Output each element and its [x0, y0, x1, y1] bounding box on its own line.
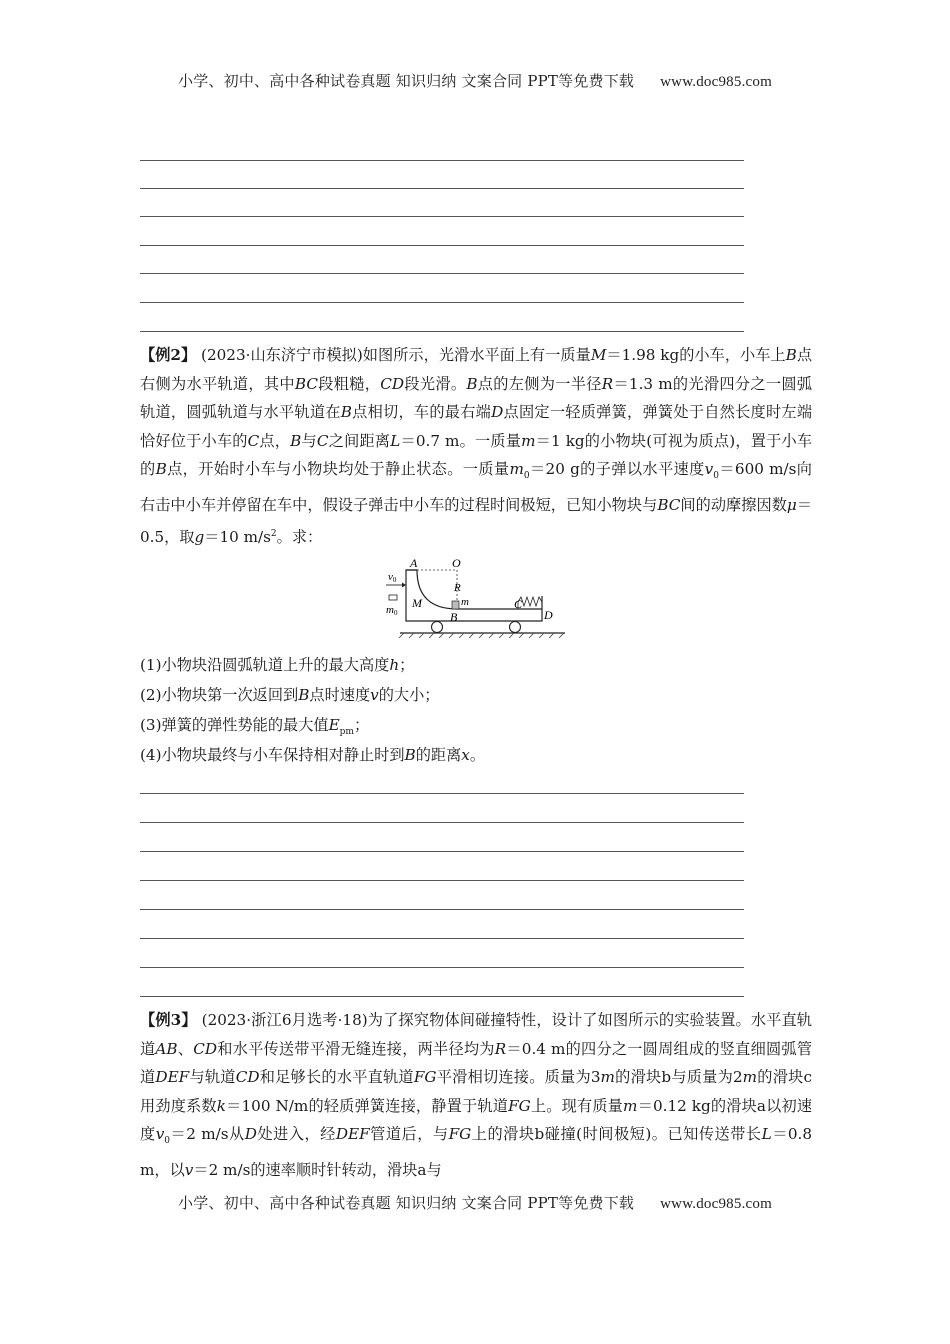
label-R: R [454, 582, 461, 594]
answer-line [140, 331, 744, 332]
label-B: B [450, 610, 458, 624]
answer-line [140, 216, 744, 217]
label-D: D [544, 608, 553, 622]
answer-line [140, 880, 744, 881]
answer-line [140, 245, 744, 246]
answer-line [140, 967, 744, 968]
answer-line [140, 851, 744, 852]
label-m: m [461, 596, 469, 608]
answer-line [140, 938, 744, 939]
answer-line [140, 188, 744, 189]
answer-line [140, 160, 744, 161]
label-v0: v0 [388, 571, 397, 584]
question-3: (3)弹簧的弹性势能的最大值$E_{pm}$； [140, 716, 370, 738]
wheel-right [510, 622, 521, 633]
example-3-tag: 【例3】 [140, 1011, 197, 1029]
label-M: M [412, 596, 422, 610]
question-1: (1)小物块沿圆弧轨道上升的最大高度h； [140, 656, 415, 674]
example-3-text: 【例3】 (2023·浙江6月选考·18)为了探究物体间碰撞特性，设计了如图所示的实验装置。水平直轨道AB、CD和水平传送带平滑无缝连接，两半径均为R＝0.4 m的四分之一圆周组成的竖直细圆弧管道DEF与轨道CD和足够长的水平直轨道FG平滑相切连接。质量为3m的滑块b与质量为2m的滑块c用劲度系数k＝100 N/m的轻质弹簧连接，静置于轨道FG上。现有质量m＝0.12 kg的滑块a以初速度$v_0=2$ m/s从D处进入，经DEF管道后，与FG上的滑块b碰撞(时间极短)。已知传送带长L＝0.8 m，以v＝2 m/s的速率顺时针转动，滑块a与 [140, 1011, 813, 1179]
label-C: C [514, 597, 523, 611]
answer-line [140, 302, 744, 303]
cart-diagram [380, 558, 570, 638]
footer-site[interactable]: www.doc985.com [660, 1196, 772, 1212]
answer-line [140, 909, 744, 910]
question-2: (2)小物块第一次返回到B点时速度v的大小； [140, 686, 440, 704]
label-O: O [452, 558, 461, 570]
example-2-source: (2023·山东济宁市模拟) [201, 346, 363, 364]
question-4: (4)小物块最终与小车保持相对静止时到B的距离x。 [140, 746, 486, 764]
wheel-left [432, 622, 443, 633]
example-2-tag: 【例2】 [140, 346, 197, 364]
label-A: A [410, 558, 418, 570]
example-3-source: (2023·浙江6月选考·18) [201, 1011, 368, 1029]
bullet [389, 595, 397, 600]
small-block [452, 601, 459, 609]
answer-line [140, 996, 744, 997]
ground-hatch [399, 633, 564, 638]
example-2-text: 【例2】 (2023·山东济宁市模拟)如图所示，光滑水平面上有一质量M＝1.98 kg的小车，小车上B点右侧为水平轨道，其中BC段粗糙，CD段光滑。B点的左侧为一半径R＝1.3 m的光滑四分之一圆弧轨道，圆弧轨道与水平轨道在B点相切，车的最右端D点固定一轻质弹簧，弹簧处于自然长度时左端恰好位于小车的C点，B与C之间距离L＝0.7 m。一质量m＝1 kg的小物块(可视为质点)，置于小车的B点，开始时小车与小物块均处于静止状态。一质量$m_0=20$ g的子弹以水平速度$v_0=600$ m/s向右击中小车并停留在车中，假设子弹击中小车的过程时间极短，已知小物块与BC间的动摩擦因数μ＝0.5，取g＝10 $m/s^2$。求： [140, 346, 813, 546]
header-site[interactable]: www.doc985.com [660, 74, 772, 90]
label-m0: m0 [386, 604, 398, 617]
answer-line [140, 793, 744, 794]
answer-line [140, 822, 744, 823]
footer-text: 小学、初中、高中各种试卷真题 知识归纳 文案合同 PPT等免费下载 [178, 1194, 635, 1212]
page-footer [0, 1192, 950, 1213]
header-text: 小学、初中、高中各种试卷真题 知识归纳 文案合同 PPT等免费下载 [178, 72, 635, 90]
page-header [0, 70, 950, 91]
cart-body [406, 570, 542, 621]
answer-line [140, 273, 744, 274]
